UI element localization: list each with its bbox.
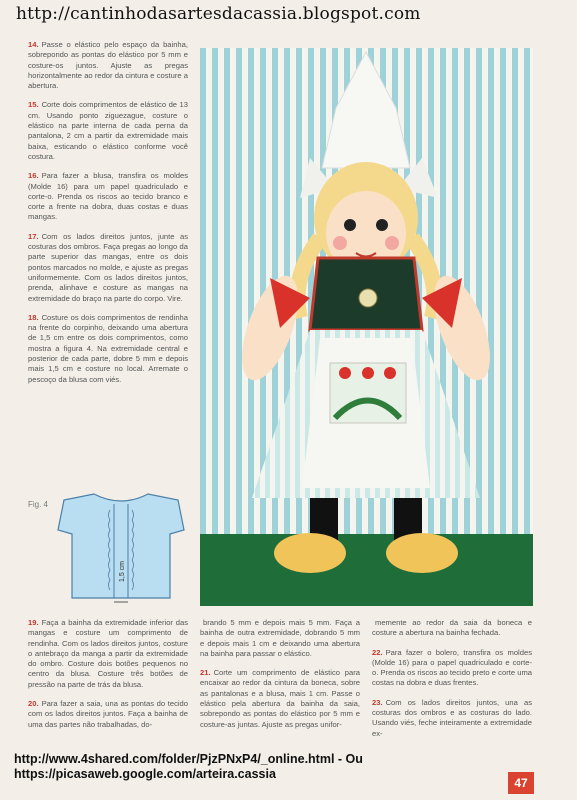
source-url: http://cantinhodasartesdacassia.blogspot.com (16, 4, 421, 24)
step-number: 17. (28, 231, 39, 241)
instruction-step (28, 313, 188, 385)
step-number: 20. (28, 699, 39, 709)
step-number: 22. (372, 647, 383, 657)
bottom-left-column (28, 618, 188, 739)
step-text: Com os lados direitos juntos, una as costuras dos ombros e as costuras do lado. Usando viés, feche inteiramente a extremidade ex- (372, 697, 532, 738)
left-column (28, 40, 188, 394)
step-number: 14. (28, 40, 39, 49)
doll-photo (200, 48, 533, 606)
step-text: brando 5 mm e depois mais 5 mm. Faça a bainha de outra extremidade, dobrando 5 mm e depois mais 1 cm e deixando uma abertura na bainha para passar o elástico. (200, 618, 360, 658)
step-text: Para fazer o bolero, transfira os moldes (Molde 16) para o papel quadriculado e corte-o. Prenda os riscos ao tecido preto e corte uma costas na dobra e duas frentes. (372, 647, 532, 688)
instruction-step (28, 40, 188, 91)
figure-measure: 1,5 cm (119, 560, 126, 582)
step-text: Passe o elástico pelo espaço da bainha, sobrepondo as pontas do elástico por 5 mm e costure-os juntos. Ajuste as pregas horizontalmente ao redor da cintura e costure a abertura. (28, 40, 188, 91)
figure-label: Fig. 4 (28, 500, 49, 509)
dutch-doll-illustration (200, 48, 533, 606)
instruction-step (372, 618, 532, 639)
instruction-step (28, 232, 188, 304)
step-text: Com os lados direitos juntos, junte as costuras dos ombros. Faça pregas ao longo da parte superior das mangas, entre os dois pontos marcados no molde, e ajuste as pregas uniformemente. Com os lados direitos juntos, prenda, alinhave e costure as mangas na extremidade do braço na parte do corpo. Vire. (28, 231, 188, 303)
step-number: 18. (28, 312, 39, 322)
step-number: 21. (200, 668, 211, 678)
step-text: Costure os dois comprimentos de rendinha na frente do corpinho, deixando uma abertura de 1,5 cm entre os dois comprimentos, como mostra a figura 4. Na extremidade central e posterior de cada parte, dobre 5 mm e depois mais 1,5 cm e costure no local. Arremate o pescoço da blusa com viés. (28, 312, 188, 384)
step-number: 16. (28, 171, 39, 181)
instruction-step (372, 648, 532, 689)
footer-url: http://www.4shared.com/folder/PjzPNxP4/_online.html - Ou https://picasaweb.google.com/arteira.cassia (14, 752, 363, 781)
page-number: 47 (508, 772, 534, 794)
step-number: 19. (28, 618, 39, 627)
instruction-step (200, 618, 360, 659)
instruction-step (28, 100, 188, 162)
instruction-step (200, 668, 360, 730)
step-text: Corte dois comprimentos de elástico de 13 cm. Usando ponto ziguezague, costure o elástico na parte interna de cada perna da pantalona, 2 cm a partir da extremidade mais baixa, esticando o elástico conforme você costura. (28, 100, 188, 161)
step-text: memente ao redor da saia da boneca e costure a abertura na bainha fechada. (372, 618, 532, 638)
instruction-step (28, 618, 188, 690)
step-text: Corte um comprimento de elástico para encaixar ao redor da cintura da boneca, sobre as pantalonas e a blusa, mais 1 cm. Passe o elástico pela abertura da bainha da saia, sobrepondo as pontas do elástico por 5 mm e costure-as juntas. Ajuste as pregas unifor- (200, 668, 360, 729)
step-text: Faça a bainha da extremidade inferior das mangas e costure um comprimento de rendinha. Com os lados direitos juntos, costure o antebraço da manga a partir da extremidade do ombro. Costure dois botões pequenos no centro da blusa. Costure três botões de pressão na parte de trás da blusa. (28, 618, 188, 689)
instruction-step (372, 698, 532, 739)
instruction-step (28, 171, 188, 222)
step-number: 15. (28, 100, 39, 110)
blouse-pattern-diagram (54, 490, 189, 605)
step-number: 23. (372, 697, 383, 707)
step-text: Para fazer a saia, una as pontas do tecido com os lados direitos juntos. Faça a bainha de uma das partes não trabalhadas, do- (28, 699, 188, 729)
step-text: Para fazer a blusa, transfira os moldes (Molde 16) para um papel quadriculado e corte-o. Prenda os riscos ao tecido branco e corte a frente na dobra, duas costas e duas mangas. (28, 171, 188, 222)
bottom-right-column (372, 618, 532, 748)
instruction-step (28, 699, 188, 730)
bottom-middle-column (200, 618, 360, 739)
